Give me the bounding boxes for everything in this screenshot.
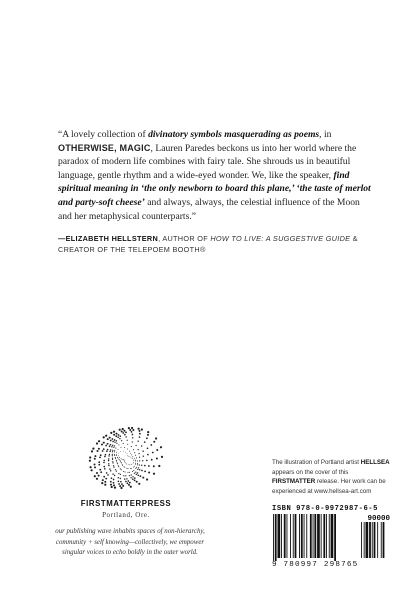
blurb-attribution [58,234,358,255]
attribution-book: HOW TO LIVE: A SUGGESTIVE GUIDE [210,234,351,243]
barcode-digits: 9 780997 298765 [272,561,359,569]
credit-text: release. Her work can be experienced at www.hellsea-art.com [272,478,386,495]
attribution-name: —ELIZABETH HELLSTERN [58,234,159,243]
isbn-label: ISBN 978-0-9972987-6-5 [272,505,378,513]
attribution-text: , AUTHOR OF [158,234,211,243]
credit-text: The illustration of Portland artist [272,459,361,466]
blurb-emphasis: divinatory symbols masquerading as poems [148,129,320,140]
price-code: 90000 [367,515,390,523]
blurb-text: and always, always, the celestial influence of the Moon and her metaphysical counterparts.” [58,196,360,222]
credit-artist: HELLSEA [360,459,390,466]
publisher-mission: our publishing wave inhabits spaces of non-hierarchy, community + self knowing—collectively, we empower singular voices to echo boldly in the outer world. [55,528,205,556]
credit-imprint: FIRSTMATTER [272,478,316,485]
blurb-text: , Lauren Paredes beckons us into her world where the paradox of modern life combines with fairy tale. She shrouds us in beautiful language, gentle rhythm and a wide-eyed wonder. We, like the speaker, [58,142,357,181]
blurb-text: , in [319,129,332,140]
blurb-quote [58,128,376,223]
isbn-barcode [272,514,390,570]
blurb-emphasis: find spiritual meaning in ‘the only newborn to board this plane,’ ‘the taste of merlot and party-soft cheese’ [58,169,371,208]
attribution-text: & CREATOR OF THE TELEPOEM BOOTH® [58,234,358,254]
publisher-city: Portland, Ore. [102,511,150,519]
cover-credit [272,458,390,496]
publisher-name: FIRSTMATTERPRESS [80,499,172,508]
spiral-dot-wave-logo-icon [88,418,164,496]
book-title: OTHERWISE, MAGIC [58,142,151,153]
blurb-text: “A lovely collection of [58,129,149,140]
credit-text: appears on the cover of this [272,468,349,476]
